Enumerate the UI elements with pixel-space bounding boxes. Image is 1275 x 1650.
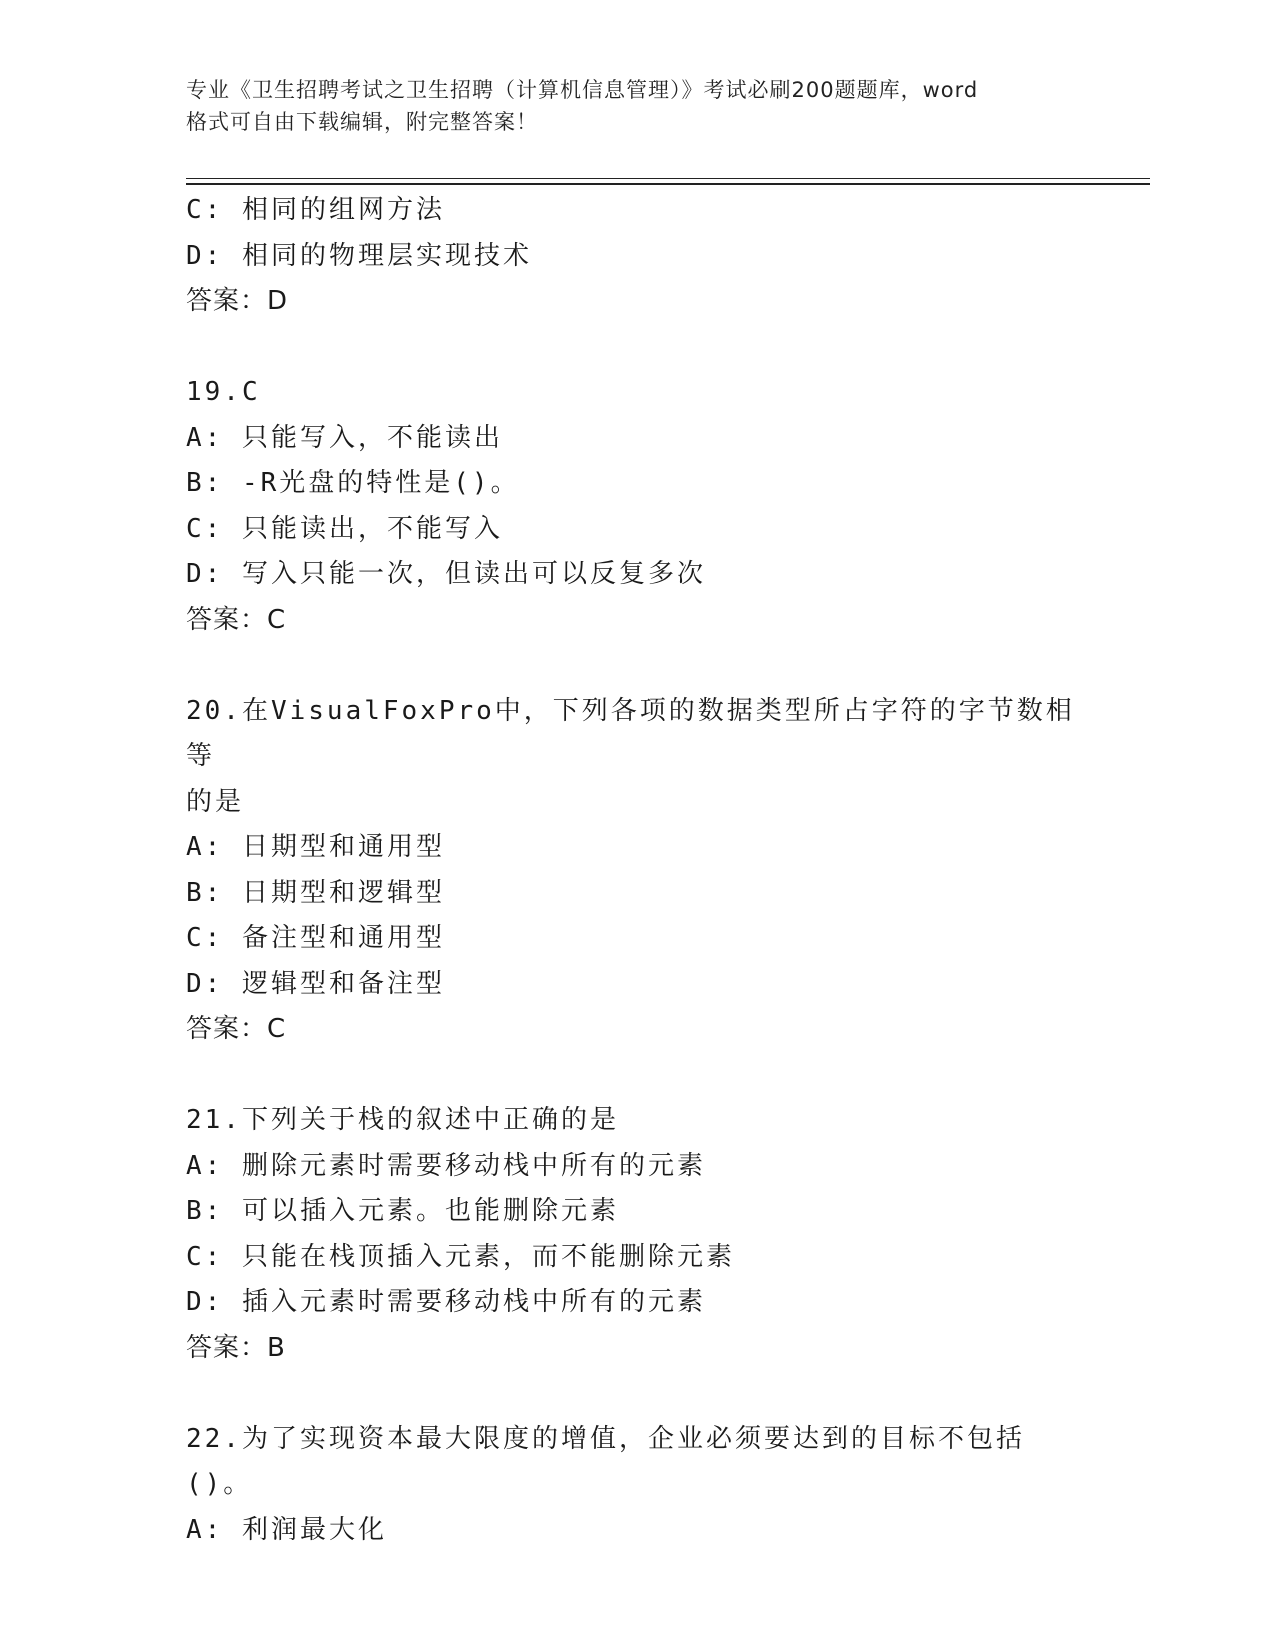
question-list	[186, 188, 1086, 1553]
option-line: D: 相同的物理层实现技术	[186, 240, 532, 271]
answer-line: 答案：C	[186, 604, 287, 635]
option-line: C: 相同的组网方法	[186, 195, 445, 225]
block-spacer	[186, 1053, 1086, 1099]
option-line: B: 日期型和逻辑型	[186, 877, 445, 908]
header-rule-thin	[186, 178, 1150, 179]
question-block	[186, 1417, 1086, 1554]
question-text: 20.在VisualFoxPro中，下列各项的数据类型所占字符的字节数相等	[186, 695, 1075, 771]
question-block	[186, 1098, 1086, 1371]
block-spacer	[186, 1371, 1086, 1417]
option-line: C: 只能读出，不能写入	[186, 513, 503, 544]
answer-line: 答案：B	[186, 1332, 286, 1363]
header-line-1: 专业《卫生招聘考试之卫生招聘（计算机信息管理）》考试必刷200题题库，word	[186, 78, 979, 102]
question-text-continued: 的是	[186, 786, 245, 817]
option-line: C: 备注型和通用型	[186, 923, 445, 953]
option-line: D: 插入元素时需要移动栈中所有的元素	[186, 1287, 706, 1317]
question-block	[186, 370, 1086, 643]
option-line: A: 删除元素时需要移动栈中所有的元素	[186, 1150, 706, 1181]
option-line: B: -R光盘的特性是()。	[186, 468, 520, 498]
option-line: C: 只能在栈顶插入元素，而不能删除元素	[186, 1241, 735, 1272]
header-rule-thick	[186, 183, 1150, 185]
option-line: A: 只能写入，不能读出	[186, 422, 503, 453]
option-line: D: 逻辑型和备注型	[186, 968, 445, 999]
question-block	[186, 689, 1086, 1053]
document-header	[186, 74, 1086, 138]
answer-line: 答案：D	[186, 286, 289, 316]
option-line: D: 写入只能一次，但读出可以反复多次	[186, 559, 706, 589]
option-line: B: 可以插入元素。也能删除元素	[186, 1196, 619, 1226]
option-line: A: 利润最大化	[186, 1514, 387, 1545]
block-spacer	[186, 325, 1086, 371]
question-text: 21.下列关于栈的叙述中正确的是	[186, 1105, 619, 1135]
question-text: 22.为了实现资本最大限度的增值，企业必须要达到的目标不包括()。	[186, 1423, 1025, 1499]
question-text: 19.C	[186, 377, 261, 407]
block-spacer	[186, 643, 1086, 689]
header-line-2: 格式可自由下载编辑，附完整答案！	[186, 110, 538, 134]
question-block	[186, 188, 1086, 325]
answer-line: 答案：C	[186, 1014, 287, 1044]
option-line: A: 日期型和通用型	[186, 832, 445, 862]
